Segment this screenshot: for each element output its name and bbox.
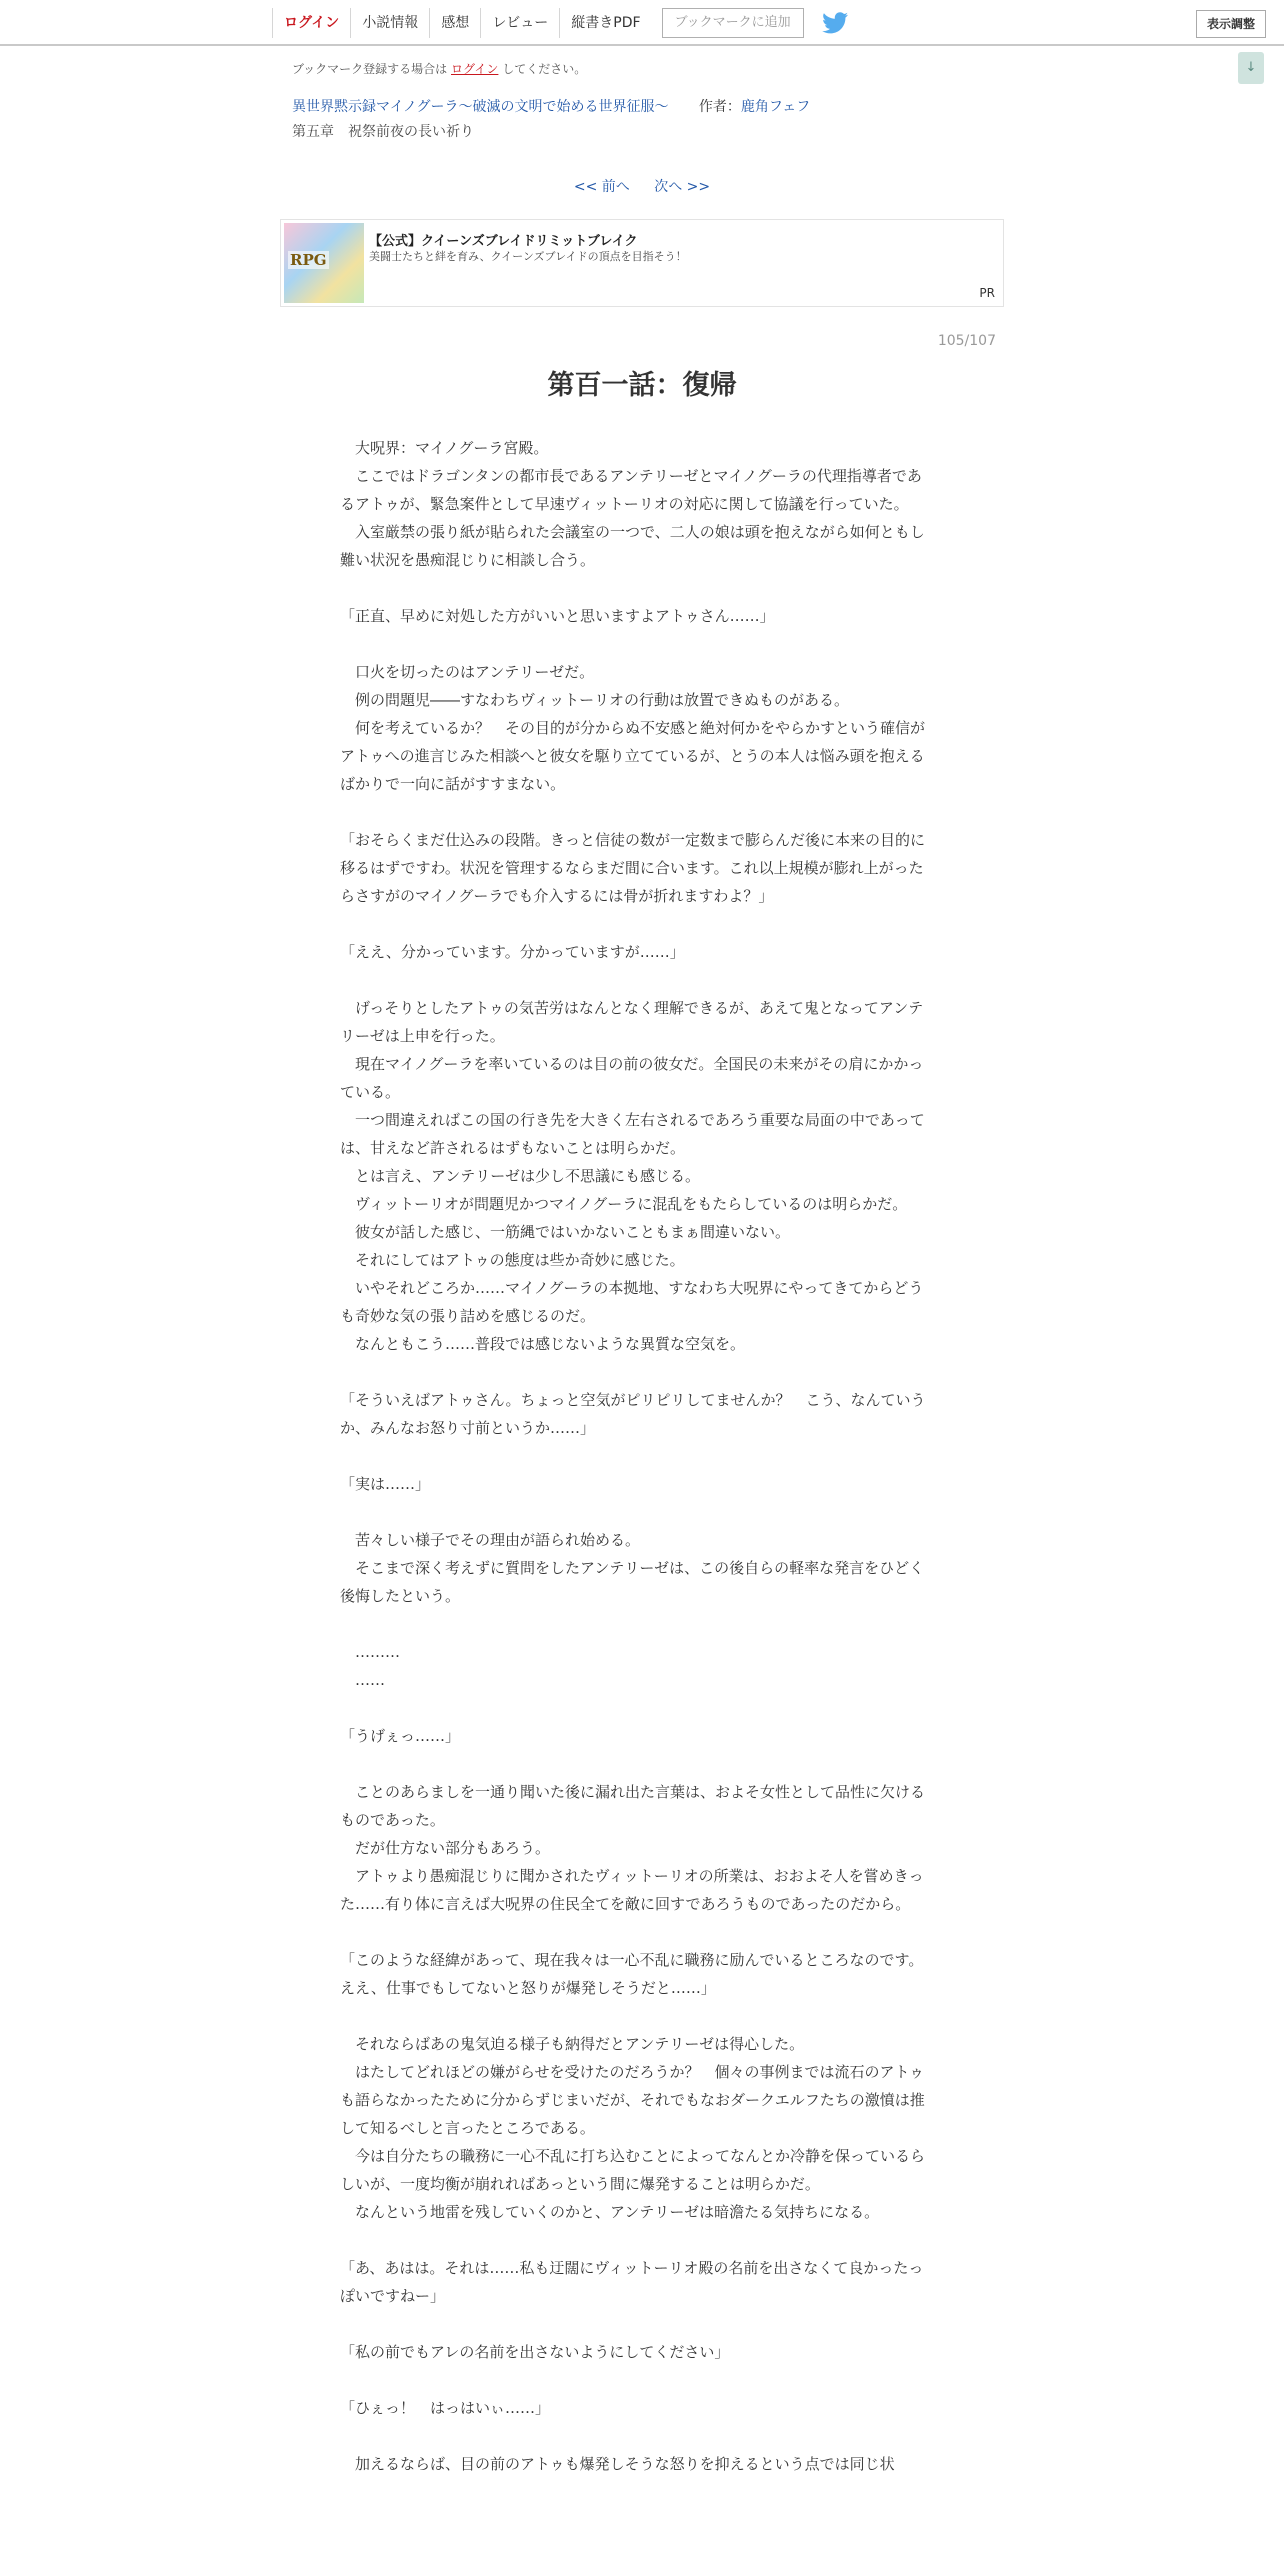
- chapter-title: 第五章 祝祭前夜の長い祈り: [292, 124, 474, 140]
- bookmark-notice-prefix: ブックマーク登録する場合は: [292, 62, 448, 76]
- episode-title: 第百一話：復帰: [547, 370, 737, 401]
- body-paragraph: 「あ、あはは。それは……私も迂闊にヴィットーリオ殿の名前を出さなくて良かったっぽいですねー」: [340, 2259, 924, 2305]
- body-paragraph: [340, 2310, 936, 2338]
- body-paragraph: [340, 1442, 936, 1470]
- body-paragraph: [340, 1918, 936, 1946]
- ad-title[interactable]: 【公式】クイーンズブレイドリミットブレイク: [369, 234, 638, 249]
- body-paragraph: 加えるならば、目の前のアトゥも爆発しそうな怒りを抑えるという点では同じ状: [340, 2455, 895, 2473]
- novel-body-text: [340, 434, 936, 2568]
- page-counter: 105/107: [937, 333, 996, 349]
- bookmark-notice-suffix: してください。: [502, 62, 587, 76]
- body-paragraph: 「このような経緯があって、現在我々は一心不乱に職務に励んでいるところなのです。ええ、仕事でもしてないと怒りが爆発しそうだと……」: [340, 1951, 924, 1997]
- display-settings-button[interactable]: 表示調整: [1196, 10, 1266, 38]
- ad-thumbnail[interactable]: [284, 223, 364, 303]
- ad-thumbnail-label: RPG: [290, 251, 327, 269]
- body-paragraph: [340, 2422, 936, 2450]
- body-paragraph: [340, 1358, 936, 1386]
- body-paragraph: 今は自分たちの職務に一心不乱に打ち込むことによってなんとか冷静を保っているらしいが、一度均衡が崩れればあっという間に爆発することは明らかだ。: [340, 2147, 926, 2193]
- body-paragraph: [340, 574, 936, 602]
- body-paragraph: だが仕方ない部分もあろう。: [340, 1839, 551, 1857]
- body-paragraph: [340, 910, 936, 938]
- pager: [0, 176, 1284, 196]
- body-paragraph: とは言え、アンテリーゼは少し不思議にも感じる。: [340, 1167, 701, 1185]
- body-paragraph: [340, 1610, 936, 1638]
- body-paragraph: 彼女が話した感じ、一筋縄ではいかないこともまぁ間違いない。: [340, 1223, 791, 1241]
- body-paragraph: 何を考えているか？ その目的が分からぬ不安感と絶対何かをやらかすという確信がアトゥへの進言じみた相談へと彼女を駆り立てているが、とうの本人は悩み頭を抱えるばかりで一向に話がすすまない。: [340, 719, 926, 793]
- body-paragraph: [340, 2002, 936, 2030]
- twitter-icon[interactable]: [822, 12, 848, 34]
- body-paragraph: ………: [340, 1643, 401, 1661]
- bookmark-notice-login-link[interactable]: ログイン: [451, 62, 499, 76]
- nav-login-link[interactable]: ログイン: [272, 8, 350, 38]
- body-paragraph: 「そういえばアトゥさん。ちょっと空気がピリピリしてませんか？ こう、なんていうか、みんなお怒り寸前というか……」: [340, 1391, 926, 1437]
- body-paragraph: それならばあの鬼気迫る様子も納得だとアンテリーゼは得心した。: [340, 2035, 805, 2053]
- body-paragraph: [340, 1694, 936, 1722]
- body-paragraph: 大呪界：マイノグーラ宮殿。: [340, 439, 549, 457]
- body-paragraph: 「うげぇっ……」: [340, 1727, 461, 1745]
- nav-vertical-pdf-link[interactable]: 縦書きPDF: [559, 8, 651, 38]
- body-paragraph: 「ひぇっ！ はっはいぃ……」: [340, 2399, 551, 2417]
- ad-description: 美闘士たちと絆を育み、クイーンズブレイドの頂点を目指そう！: [369, 250, 687, 263]
- body-paragraph: 「正直、早めに対処した方がいいと思いますよアトゥさん……」: [340, 607, 775, 625]
- body-paragraph: はたしてどれほどの嫌がらせを受けたのだろうか？ 個々の事例までは流石のアトゥも語らなかったために分からずじまいだが、それでもなおダークエルフたちの激憤は推して知るべしと言ったところである。: [340, 2063, 925, 2137]
- body-paragraph: 苦々しい様子でその理由が語られ始める。: [340, 1531, 641, 1549]
- nav-review-link[interactable]: レビュー: [480, 8, 559, 38]
- body-paragraph: 例の問題児――すなわちヴィットーリオの行動は放置できぬものがある。: [340, 691, 849, 709]
- body-paragraph: [340, 1498, 936, 1526]
- body-paragraph: げっそりとしたアトゥの気苦労はなんとなく理解できるが、あえて鬼となってアンテリーゼは上申を行った。: [340, 999, 924, 1045]
- body-paragraph: なんともこう……普段では感じないような異質な空気を。: [340, 1335, 746, 1353]
- author-link[interactable]: 鹿角フェフ: [740, 99, 811, 115]
- author-label: 作者：: [698, 99, 741, 115]
- novel-info: [292, 96, 810, 116]
- body-paragraph: それにしてはアトゥの態度は些か奇妙に感じた。: [340, 1251, 685, 1269]
- body-paragraph: 一つ間違えればこの国の行き先を大きく左右されるであろう重要な局面の中であっては、甘えなど許されるはずもないことは明らかだ。: [340, 1111, 925, 1157]
- nav-impressions-link[interactable]: 感想: [429, 8, 480, 38]
- next-page-link[interactable]: 次へ >>: [654, 179, 711, 195]
- body-paragraph: [340, 2226, 936, 2254]
- body-paragraph: [340, 630, 936, 658]
- body-paragraph: 「ええ、分かっています。分かっていますが……」: [340, 943, 685, 961]
- body-paragraph: 口火を切ったのはアンテリーゼだ。: [340, 663, 595, 681]
- body-paragraph: いやそれどころか……マイノグーラの本拠地、すなわち大呪界にやってきてからどうも奇妙な気の張り詰めを感じるのだ。: [340, 1279, 924, 1325]
- body-paragraph: [340, 2366, 936, 2394]
- body-paragraph: 「私の前でもアレの名前を出さないようにしてください」: [340, 2343, 730, 2361]
- body-paragraph: [340, 966, 936, 994]
- body-paragraph: 「実は……」: [340, 1475, 431, 1493]
- main-nav: [272, 8, 848, 38]
- body-paragraph: ことのあらましを一通り聞いた後に漏れ出た言葉は、およそ女性として品性に欠けるものであった。: [340, 1783, 926, 1829]
- body-paragraph: [340, 798, 936, 826]
- prev-page-link[interactable]: << 前へ: [573, 179, 630, 195]
- body-paragraph: 入室厳禁の張り紙が貼られた会議室の一つで、二人の娘は頭を抱えながら如何ともし難い状況を愚痴混じりに相談し合う。: [340, 523, 925, 569]
- body-paragraph: 「おそらくまだ仕込みの段階。きっと信徒の数が一定数まで膨らんだ後に本来の目的に移るはずですわ。状況を管理するならまだ間に合います。これ以上規模が膨れ上がったらさすがのマイノグーラでも介入するには骨が折れますわよ？」: [340, 831, 926, 905]
- nav-novel-info-link[interactable]: 小説情報: [350, 8, 429, 38]
- body-paragraph: [340, 1750, 936, 1778]
- novel-title-link[interactable]: 異世界黙示録マイノグーラ～破滅の文明で始める世界征服～: [292, 99, 669, 115]
- body-paragraph: なんという地雷を残していくのかと、アンテリーゼは暗澹たる気持ちになる。: [340, 2203, 880, 2221]
- body-paragraph: 現在マイノグーラを率いているのは目の前の彼女だ。全国民の未来がその肩にかかっている。: [340, 1055, 924, 1101]
- body-paragraph: ここではドラゴンタンの都市長であるアンテリーゼとマイノグーラの代理指導者であるアトゥが、緊急案件として早速ヴィットーリオの対応に関して協議を行っていた。: [340, 467, 922, 513]
- add-bookmark-button[interactable]: ブックマークに追加: [662, 8, 804, 38]
- top-navbar: [0, 0, 1284, 46]
- body-paragraph: アトゥより愚痴混じりに聞かされたヴィットーリオの所業は、おおよそ人を嘗めきった……有り体に言えば大呪界の住民全てを敵に回すであろうものであったのだから。: [340, 1867, 924, 1913]
- body-paragraph: ……: [340, 1671, 386, 1689]
- scroll-down-button[interactable]: ↓: [1238, 52, 1264, 84]
- body-paragraph: ヴィットーリオが問題児かつマイノグーラに混乱をもたらしているのは明らかだ。: [340, 1195, 908, 1213]
- ad-banner[interactable]: [280, 219, 1004, 307]
- bookmark-notice: [292, 60, 586, 77]
- ad-pr-label: PR: [979, 286, 995, 300]
- body-paragraph: そこまで深く考えずに質問をしたアンテリーゼは、この後自らの軽率な発言をひどく後悔したという。: [340, 1559, 925, 1605]
